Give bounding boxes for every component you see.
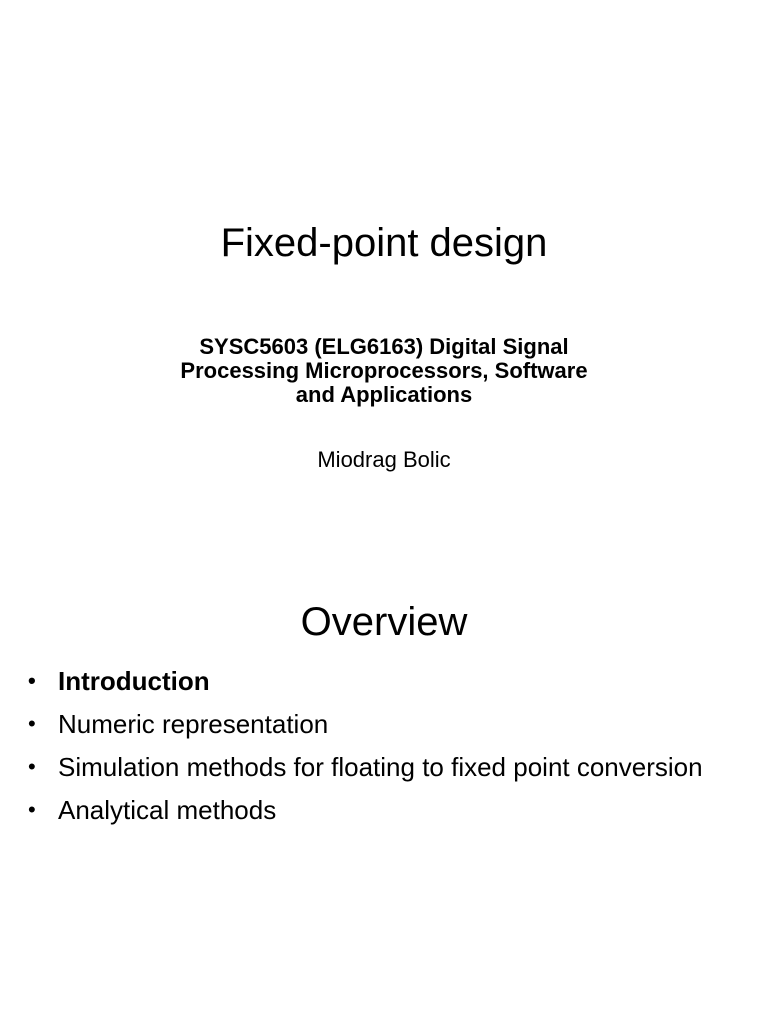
course-subtitle: [84, 335, 684, 407]
overview-bullet-list: [26, 663, 726, 835]
author-name: Miodrag Bolic: [317, 447, 451, 472]
overview-heading: Overview: [300, 600, 468, 644]
subtitle-line: Processing Microprocessors, Software: [180, 358, 588, 383]
bullet-icon: •: [28, 711, 36, 736]
list-item: [26, 663, 726, 699]
bullet-icon: •: [28, 797, 36, 822]
subtitle-line: and Applications: [295, 382, 473, 407]
list-item: [26, 706, 726, 742]
subtitle-line: SYSC5603 (ELG6163) Digital Signal: [199, 334, 569, 359]
slide-overview: [0, 560, 768, 1024]
bullet-icon: •: [28, 668, 36, 693]
list-item-text: Analytical methods: [58, 795, 277, 825]
bullet-icon: •: [28, 754, 36, 779]
list-item: [26, 749, 726, 785]
list-item-text: Simulation methods for floating to fixed point conversion: [58, 752, 703, 782]
list-item-text: Introduction: [58, 666, 210, 696]
slide-title-heading: Fixed-point design: [220, 221, 548, 265]
list-item-text: Numeric representation: [58, 709, 329, 739]
list-item: [26, 792, 726, 828]
